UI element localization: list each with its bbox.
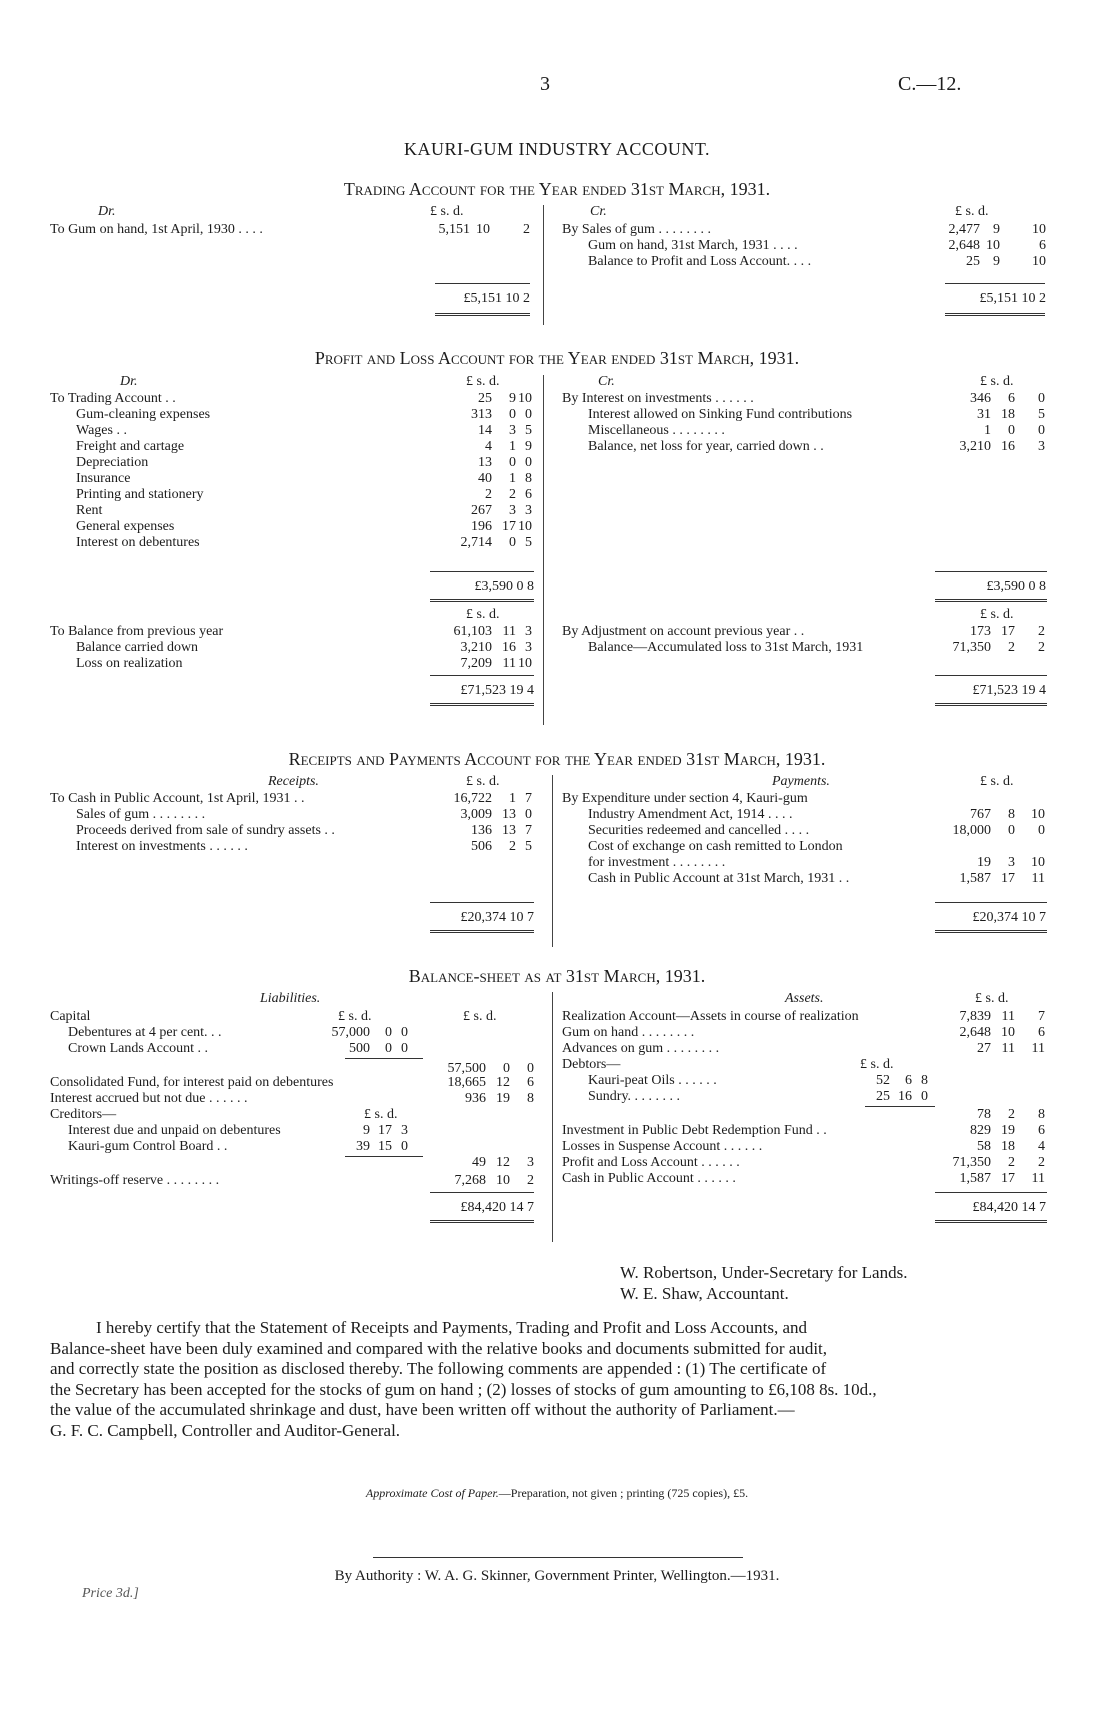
amount-shillings: 11 bbox=[502, 656, 516, 671]
rule bbox=[935, 902, 1047, 903]
amount-pence: 5 bbox=[525, 535, 532, 550]
amount-shillings: 13 bbox=[502, 807, 516, 822]
amount-shillings: 2 bbox=[1008, 1155, 1015, 1170]
amount-pence: 6 bbox=[1038, 1123, 1045, 1138]
ledger-label: Consolidated Fund, for interest paid on debentures bbox=[50, 1075, 334, 1090]
amount-pence: 8 bbox=[921, 1073, 928, 1088]
amount-pence: 2 bbox=[527, 1173, 534, 1188]
amount-pounds: 2,648 bbox=[959, 1025, 991, 1040]
amount-pounds: 1,587 bbox=[959, 871, 991, 886]
amount-pounds: 27 bbox=[977, 1041, 991, 1056]
lsd-header: £ s. d. bbox=[463, 1009, 497, 1024]
amount-pounds: 829 bbox=[970, 1123, 991, 1138]
amount-shillings: 10 bbox=[476, 222, 490, 237]
amount-shillings: 9 bbox=[509, 391, 516, 406]
amount-pounds: 196 bbox=[471, 519, 492, 534]
lsd-header: £ s. d. bbox=[980, 374, 1014, 389]
amount-pounds: 1 bbox=[984, 423, 991, 438]
amount-shillings: 3 bbox=[509, 503, 516, 518]
amount-pounds: 313 bbox=[471, 407, 492, 422]
ledger-label: Loss on realization bbox=[76, 656, 183, 671]
amount-shillings: 0 bbox=[385, 1041, 392, 1056]
amount-pounds: 58 bbox=[977, 1139, 991, 1154]
ledger-label: General expenses bbox=[76, 519, 175, 534]
amount-pence: 6 bbox=[525, 487, 532, 502]
amount-pounds: 136 bbox=[471, 823, 492, 838]
amount-pounds: 3,009 bbox=[460, 807, 492, 822]
ledger-label: Interest accrued but not due . . . . . . bbox=[50, 1091, 248, 1106]
certificate-line: and correctly state the position as disclosed thereby. The following comments are appended : (1) The certificate of bbox=[50, 1359, 827, 1378]
amount-pence: 8 bbox=[1038, 1107, 1045, 1122]
amount-shillings: 10 bbox=[496, 1173, 510, 1188]
amount-pence: 6 bbox=[1038, 1025, 1045, 1040]
ledger-label: Proceeds derived from sale of sundry assets . . bbox=[76, 823, 335, 838]
lsd-header: £ s. d. bbox=[980, 774, 1014, 789]
price: Price 3d.] bbox=[82, 1586, 139, 1601]
amount-shillings: 0 bbox=[509, 535, 516, 550]
amount-pounds: 346 bbox=[970, 391, 991, 406]
rule bbox=[430, 703, 534, 706]
amount-pounds: 506 bbox=[471, 839, 492, 854]
ledger-label: Realization Account—Assets in course of realization bbox=[562, 1009, 859, 1024]
amount-pence: 5 bbox=[1038, 407, 1045, 422]
amount-shillings: 1 bbox=[509, 439, 516, 454]
amount-pounds: 78 bbox=[977, 1107, 991, 1122]
amount-shillings: 3 bbox=[509, 423, 516, 438]
amount-shillings: 13 bbox=[502, 823, 516, 838]
ledger-label: Interest on investments . . . . . . bbox=[76, 839, 248, 854]
ledger-label: Gum-cleaning expenses bbox=[76, 407, 211, 422]
amount-pounds: 3,210 bbox=[959, 439, 991, 454]
amount-pence: 8 bbox=[525, 471, 532, 486]
amount-pounds: 267 bbox=[471, 503, 492, 518]
amount-pence: 9 bbox=[525, 439, 532, 454]
total-left: £3,590 0 8 bbox=[474, 579, 534, 594]
document-title: KAURI-GUM INDUSTRY ACCOUNT. bbox=[403, 139, 710, 159]
ledger-label: Investment in Public Debt Redemption Fund . . bbox=[562, 1123, 827, 1138]
lsd-header: £ s. d. bbox=[975, 991, 1009, 1006]
amount-shillings: 2 bbox=[509, 487, 516, 502]
amount-pounds: 1,587 bbox=[959, 1171, 991, 1186]
profit-loss-account bbox=[0, 375, 1114, 730]
rule bbox=[345, 1058, 423, 1059]
ledger-label: Cash in Public Account at 31st March, 1931 . . bbox=[588, 871, 850, 886]
cr-label: Cr. bbox=[598, 374, 615, 389]
ledger-label: Insurance bbox=[76, 471, 131, 486]
amount-pence: 3 bbox=[527, 1155, 534, 1170]
amount-pence: 7 bbox=[525, 791, 532, 806]
amount-pounds: 7,839 bbox=[959, 1009, 991, 1024]
amount-shillings: 17 bbox=[1001, 1171, 1015, 1186]
total-left: £20,374 10 7 bbox=[460, 910, 534, 925]
amount-pounds: 57,000 bbox=[331, 1025, 370, 1040]
lsd-header: £ s. d. bbox=[466, 774, 500, 789]
amount-shillings: 11 bbox=[1001, 1041, 1015, 1056]
amount-shillings: 8 bbox=[1008, 807, 1015, 822]
ledger-label: To Cash in Public Account, 1st April, 1931 . . bbox=[50, 791, 305, 806]
amount-shillings: 2 bbox=[1008, 640, 1015, 655]
ledger-label: Losses in Suspense Account . . . . . . bbox=[562, 1139, 763, 1154]
amount-pence: 2 bbox=[1038, 624, 1045, 639]
amount-shillings: 0 bbox=[385, 1025, 392, 1040]
balance-sheet bbox=[0, 992, 1114, 1242]
amount-pounds: 2,648 bbox=[948, 238, 980, 253]
lsd-header: £ s. d. bbox=[466, 374, 500, 389]
amount-pounds: 39 bbox=[356, 1139, 370, 1154]
divider bbox=[373, 1557, 743, 1558]
ledger-label: By Adjustment on account previous year . . bbox=[562, 624, 805, 639]
amount-shillings: 6 bbox=[905, 1073, 912, 1088]
rule bbox=[430, 1220, 534, 1223]
amount-pence: 8 bbox=[527, 1091, 534, 1106]
ledger-label: By Interest on investments . . . . . . bbox=[562, 391, 754, 406]
amount-pence: 2 bbox=[523, 222, 530, 237]
ledger-label: Cost of exchange on cash remitted to London bbox=[588, 839, 843, 854]
ledger-label: Gum on hand, 31st March, 1931 . . . . bbox=[588, 238, 798, 253]
amount-pounds: 25 bbox=[966, 254, 980, 269]
amount-shillings: 0 bbox=[1008, 823, 1015, 838]
ledger-label: Freight and cartage bbox=[76, 439, 185, 454]
amount-shillings: 18 bbox=[1001, 1139, 1015, 1154]
amount-shillings: 18 bbox=[1001, 407, 1015, 422]
amount-pounds: 13 bbox=[478, 455, 492, 470]
certificate-line: G. F. C. Campbell, Controller and Auditor-General. bbox=[50, 1420, 401, 1440]
total-right: £71,523 19 4 bbox=[972, 683, 1046, 698]
amount-pounds: 19 bbox=[977, 855, 991, 870]
ledger-label: Interest allowed on Sinking Fund contributions bbox=[588, 407, 853, 422]
dr-label: Dr. bbox=[98, 204, 116, 219]
cr-label: Cr. bbox=[590, 204, 607, 219]
ledger-label: Profit and Loss Account . . . . . . bbox=[562, 1155, 740, 1170]
ledger-label: Balance, net loss for year, carried down . . bbox=[588, 439, 824, 454]
amount-shillings: 2 bbox=[509, 839, 516, 854]
amount-shillings: 12 bbox=[496, 1155, 510, 1170]
amount-pounds: 49 bbox=[472, 1155, 486, 1170]
ledger-label: Miscellaneous . . . . . . . . bbox=[588, 423, 725, 438]
amount-pence: 0 bbox=[401, 1041, 408, 1056]
receipts-label: Receipts. bbox=[268, 774, 319, 789]
amount-pounds: 18,665 bbox=[447, 1075, 486, 1090]
amount-shillings: 0 bbox=[509, 407, 516, 422]
amount-pounds: 25 bbox=[876, 1089, 890, 1104]
ledger-label: Kauri-peat Oils . . . . . . bbox=[588, 1073, 717, 1088]
ledger-label: Depreciation bbox=[76, 455, 149, 470]
amount-pence: 0 bbox=[1038, 423, 1045, 438]
amount-pence: 0 bbox=[921, 1089, 928, 1104]
amount-pence: 10 bbox=[1032, 254, 1046, 269]
amount-shillings: 9 bbox=[993, 222, 1000, 237]
amount-pounds: 71,350 bbox=[952, 1155, 991, 1170]
rule bbox=[430, 571, 534, 572]
amount-pence: 6 bbox=[527, 1075, 534, 1090]
ledger-label: Debentures at 4 per cent. . . bbox=[68, 1025, 222, 1040]
amount-shillings: 17 bbox=[502, 519, 516, 534]
ledger-label: Sundry. . . . . . . . bbox=[588, 1089, 681, 1104]
trading-account bbox=[0, 205, 1114, 330]
ledger-label: Gum on hand . . . . . . . . bbox=[562, 1025, 695, 1040]
amount-pence: 7 bbox=[1038, 1009, 1045, 1024]
payments-label: Payments. bbox=[772, 774, 830, 789]
ledger-label: Wages . . bbox=[76, 423, 127, 438]
amount-shillings: 11 bbox=[502, 624, 516, 639]
amount-pence: 4 bbox=[1038, 1139, 1045, 1154]
amount-pence: 6 bbox=[1039, 238, 1046, 253]
amount-pence: 11 bbox=[1031, 871, 1045, 886]
assets-label: Assets. bbox=[785, 991, 824, 1006]
ledger-label: Sales of gum . . . . . . . . bbox=[76, 807, 206, 822]
ledger-label: To Gum on hand, 1st April, 1930 . . . . bbox=[50, 222, 263, 237]
amount-shillings: 3 bbox=[1008, 855, 1015, 870]
rule bbox=[430, 675, 534, 676]
dr-label: Dr. bbox=[120, 374, 138, 389]
amount-pounds: 173 bbox=[970, 624, 991, 639]
ledger-label: Printing and stationery bbox=[76, 487, 204, 502]
ledger-label: By Expenditure under section 4, Kauri-gum bbox=[562, 791, 808, 806]
lsd-header: £ s. d. bbox=[430, 204, 464, 219]
document-reference: C.—12. bbox=[898, 73, 962, 95]
ledger-label: To Balance from previous year bbox=[50, 624, 224, 639]
ledger-label: Rent bbox=[76, 503, 103, 518]
ledger-label: Advances on gum . . . . . . . . bbox=[562, 1041, 720, 1056]
lsd-header: £ s. d. bbox=[466, 607, 500, 622]
amount-pounds: 57,500 bbox=[447, 1061, 486, 1076]
amount-pence: 11 bbox=[1031, 1041, 1045, 1056]
amount-pence: 3 bbox=[401, 1123, 408, 1138]
lsd-header: £ s. d. bbox=[338, 1009, 372, 1024]
ledger-label: Industry Amendment Act, 1914 . . . . bbox=[588, 807, 793, 822]
lsd-header: £ s. d. bbox=[980, 607, 1014, 622]
amount-pence: 3 bbox=[525, 503, 532, 518]
ledger-label: Balance—Accumulated loss to 31st March, 1931 bbox=[588, 640, 864, 655]
page-number: 3 bbox=[540, 73, 550, 95]
amount-pounds: 767 bbox=[970, 807, 991, 822]
amount-shillings: 17 bbox=[1001, 624, 1015, 639]
amount-pence: 0 bbox=[1038, 391, 1045, 406]
amount-shillings: 0 bbox=[1008, 423, 1015, 438]
amount-pounds: 61,103 bbox=[453, 624, 492, 639]
amount-pounds: 5,151 bbox=[438, 222, 470, 237]
rule bbox=[935, 930, 1047, 933]
audit-certificate bbox=[50, 1318, 1046, 1441]
ledger-label: Creditors— bbox=[50, 1107, 117, 1122]
receipts-payments-heading: Receipts and Payments Account for the Year ended 31st March, 1931. bbox=[288, 749, 826, 769]
amount-shillings: 15 bbox=[378, 1139, 392, 1154]
liabilities-label: Liabilities. bbox=[260, 991, 321, 1006]
amount-pounds: 25 bbox=[478, 391, 492, 406]
profit-loss-heading: Profit and Loss Account for the Year ended 31st March, 1931. bbox=[314, 348, 800, 368]
amount-pence: 10 bbox=[1032, 222, 1046, 237]
amount-pence: 0 bbox=[525, 407, 532, 422]
amount-shillings: 11 bbox=[1001, 1009, 1015, 1024]
amount-pounds: 71,350 bbox=[952, 640, 991, 655]
amount-pence: 10 bbox=[1031, 855, 1045, 870]
amount-pence: 10 bbox=[518, 519, 532, 534]
cost-note-label: Approximate Cost of Paper. bbox=[365, 1486, 499, 1500]
amount-pence: 0 bbox=[525, 455, 532, 470]
amount-pounds: 14 bbox=[478, 423, 492, 438]
ledger-label: By Sales of gum . . . . . . . . bbox=[562, 222, 711, 237]
cost-note-text: —Preparation, not given ; printing (725 copies), £5. bbox=[498, 1486, 749, 1500]
rule bbox=[430, 1192, 534, 1193]
amount-shillings: 17 bbox=[1001, 871, 1015, 886]
amount-pence: 5 bbox=[525, 839, 532, 854]
amount-shillings: 19 bbox=[496, 1091, 510, 1106]
ledger-label: Writings-off reserve . . . . . . . . bbox=[50, 1173, 220, 1188]
amount-shillings: 6 bbox=[1008, 391, 1015, 406]
amount-pounds: 9 bbox=[363, 1123, 370, 1138]
certificate-line: Balance-sheet have been duly examined and compared with the relative books and documents submitted for audit, bbox=[50, 1338, 828, 1358]
amount-shillings: 17 bbox=[378, 1123, 392, 1138]
amount-shillings: 16 bbox=[502, 640, 516, 655]
total-left: £5,151 10 2 bbox=[463, 291, 530, 306]
rule bbox=[935, 675, 1047, 676]
ledger-label: To Trading Account . . bbox=[50, 391, 176, 406]
amount-pounds: 500 bbox=[349, 1041, 370, 1056]
rule bbox=[935, 1192, 1047, 1193]
amount-pounds: 31 bbox=[977, 407, 991, 422]
rule bbox=[935, 599, 1047, 602]
ledger-label: Securities redeemed and cancelled . . . . bbox=[588, 823, 810, 838]
amount-shillings: 0 bbox=[509, 455, 516, 470]
amount-shillings: 9 bbox=[993, 254, 1000, 269]
amount-pence: 0 bbox=[1038, 823, 1045, 838]
ledger-label: Capital bbox=[50, 1009, 91, 1024]
amount-shillings: 1 bbox=[509, 791, 516, 806]
total-right: £3,590 0 8 bbox=[986, 579, 1046, 594]
lsd-header: £ s. d. bbox=[364, 1107, 398, 1122]
trading-heading: Trading Account for the Year ended 31st March, 1931. bbox=[343, 179, 771, 199]
rule bbox=[865, 1106, 935, 1107]
amount-shillings: 2 bbox=[1008, 1107, 1015, 1122]
amount-pence: 0 bbox=[401, 1139, 408, 1154]
amount-pence: 10 bbox=[518, 656, 532, 671]
amount-pounds: 2 bbox=[485, 487, 492, 502]
rule bbox=[935, 703, 1047, 706]
total-right: £20,374 10 7 bbox=[972, 910, 1046, 925]
signature-under-secretary: W. Robertson, Under-Secretary for Lands. bbox=[620, 1263, 908, 1282]
amount-pounds: 52 bbox=[876, 1073, 890, 1088]
amount-pence: 10 bbox=[518, 391, 532, 406]
ledger-label: Interest on debentures bbox=[76, 535, 200, 550]
amount-pence: 5 bbox=[525, 423, 532, 438]
amount-shillings: 19 bbox=[1001, 1123, 1015, 1138]
amount-pence: 11 bbox=[1031, 1171, 1045, 1186]
signature-accountant: W. E. Shaw, Accountant. bbox=[620, 1284, 789, 1303]
amount-pence: 0 bbox=[401, 1025, 408, 1040]
ledger-label: Balance carried down bbox=[76, 640, 199, 655]
amount-pence: 2 bbox=[1038, 1155, 1045, 1170]
amount-pounds: 16,722 bbox=[453, 791, 492, 806]
amount-shillings: 16 bbox=[898, 1089, 912, 1104]
rule bbox=[430, 930, 534, 933]
amount-shillings: 0 bbox=[503, 1061, 510, 1076]
amount-pounds: 2,714 bbox=[460, 535, 492, 550]
amount-pence: 10 bbox=[1031, 807, 1045, 822]
lsd-header: £ s. d. bbox=[860, 1057, 894, 1072]
rule bbox=[935, 1220, 1047, 1223]
amount-pence: 2 bbox=[1038, 640, 1045, 655]
amount-pounds: 40 bbox=[478, 471, 492, 486]
certificate-line: the Secretary has been accepted for the stocks of gum on hand ; (2) losses of stocks of gum amounting to £6,108 8s. 10d., bbox=[50, 1379, 877, 1399]
amount-pounds: 7,209 bbox=[460, 656, 492, 671]
certificate-line: the value of the accumulated shrinkage and dust, have been written off without the authority of Parliament.— bbox=[50, 1400, 795, 1419]
total-right: £84,420 14 7 bbox=[972, 1200, 1046, 1215]
rule bbox=[345, 1156, 423, 1157]
authority-line: By Authority : W. A. G. Skinner, Government Printer, Wellington.—1931. bbox=[334, 1568, 780, 1584]
amount-pence: 0 bbox=[527, 1061, 534, 1076]
ledger-label: Cash in Public Account . . . . . . bbox=[562, 1171, 736, 1186]
ledger-label: Crown Lands Account . . bbox=[68, 1041, 208, 1056]
amount-pence: 3 bbox=[525, 640, 532, 655]
amount-pounds: 18,000 bbox=[952, 823, 991, 838]
amount-shillings: 10 bbox=[986, 238, 1000, 253]
ledger-label: Debtors— bbox=[562, 1057, 621, 1072]
total-left: £71,523 19 4 bbox=[460, 683, 534, 698]
ledger-label: for investment . . . . . . . . bbox=[588, 855, 726, 870]
rule bbox=[430, 599, 534, 602]
receipts-payments-account bbox=[0, 775, 1114, 950]
amount-pounds: 2,477 bbox=[948, 222, 980, 237]
certificate-line: I hereby certify that the Statement of Receipts and Payments, Trading and Profit and Loss Accounts, and bbox=[96, 1318, 808, 1337]
balance-sheet-heading: Balance-sheet as at 31st March, 1931. bbox=[408, 966, 706, 986]
amount-pounds: 7,268 bbox=[454, 1173, 486, 1188]
amount-pence: 0 bbox=[525, 807, 532, 822]
amount-shillings: 12 bbox=[496, 1075, 510, 1090]
total-left: £84,420 14 7 bbox=[460, 1200, 534, 1215]
amount-shillings: 10 bbox=[1001, 1025, 1015, 1040]
ledger-label: Kauri-gum Control Board . . bbox=[68, 1139, 228, 1154]
amount-pence: 3 bbox=[525, 624, 532, 639]
cost-note bbox=[0, 1487, 1114, 1499]
amount-pence: 3 bbox=[1038, 439, 1045, 454]
amount-shillings: 16 bbox=[1001, 439, 1015, 454]
total-right: £5,151 10 2 bbox=[979, 291, 1046, 306]
ledger-label: Interest due and unpaid on debentures bbox=[68, 1123, 281, 1138]
amount-pounds: 3,210 bbox=[460, 640, 492, 655]
rule bbox=[935, 571, 1047, 572]
rule bbox=[430, 902, 534, 903]
lsd-header: £ s. d. bbox=[955, 204, 989, 219]
amount-pence: 7 bbox=[525, 823, 532, 838]
amount-pounds: 4 bbox=[485, 439, 492, 454]
amount-shillings: 1 bbox=[509, 471, 516, 486]
ledger-label: Balance to Profit and Loss Account. . . . bbox=[588, 254, 812, 269]
amount-pounds: 936 bbox=[465, 1091, 486, 1106]
